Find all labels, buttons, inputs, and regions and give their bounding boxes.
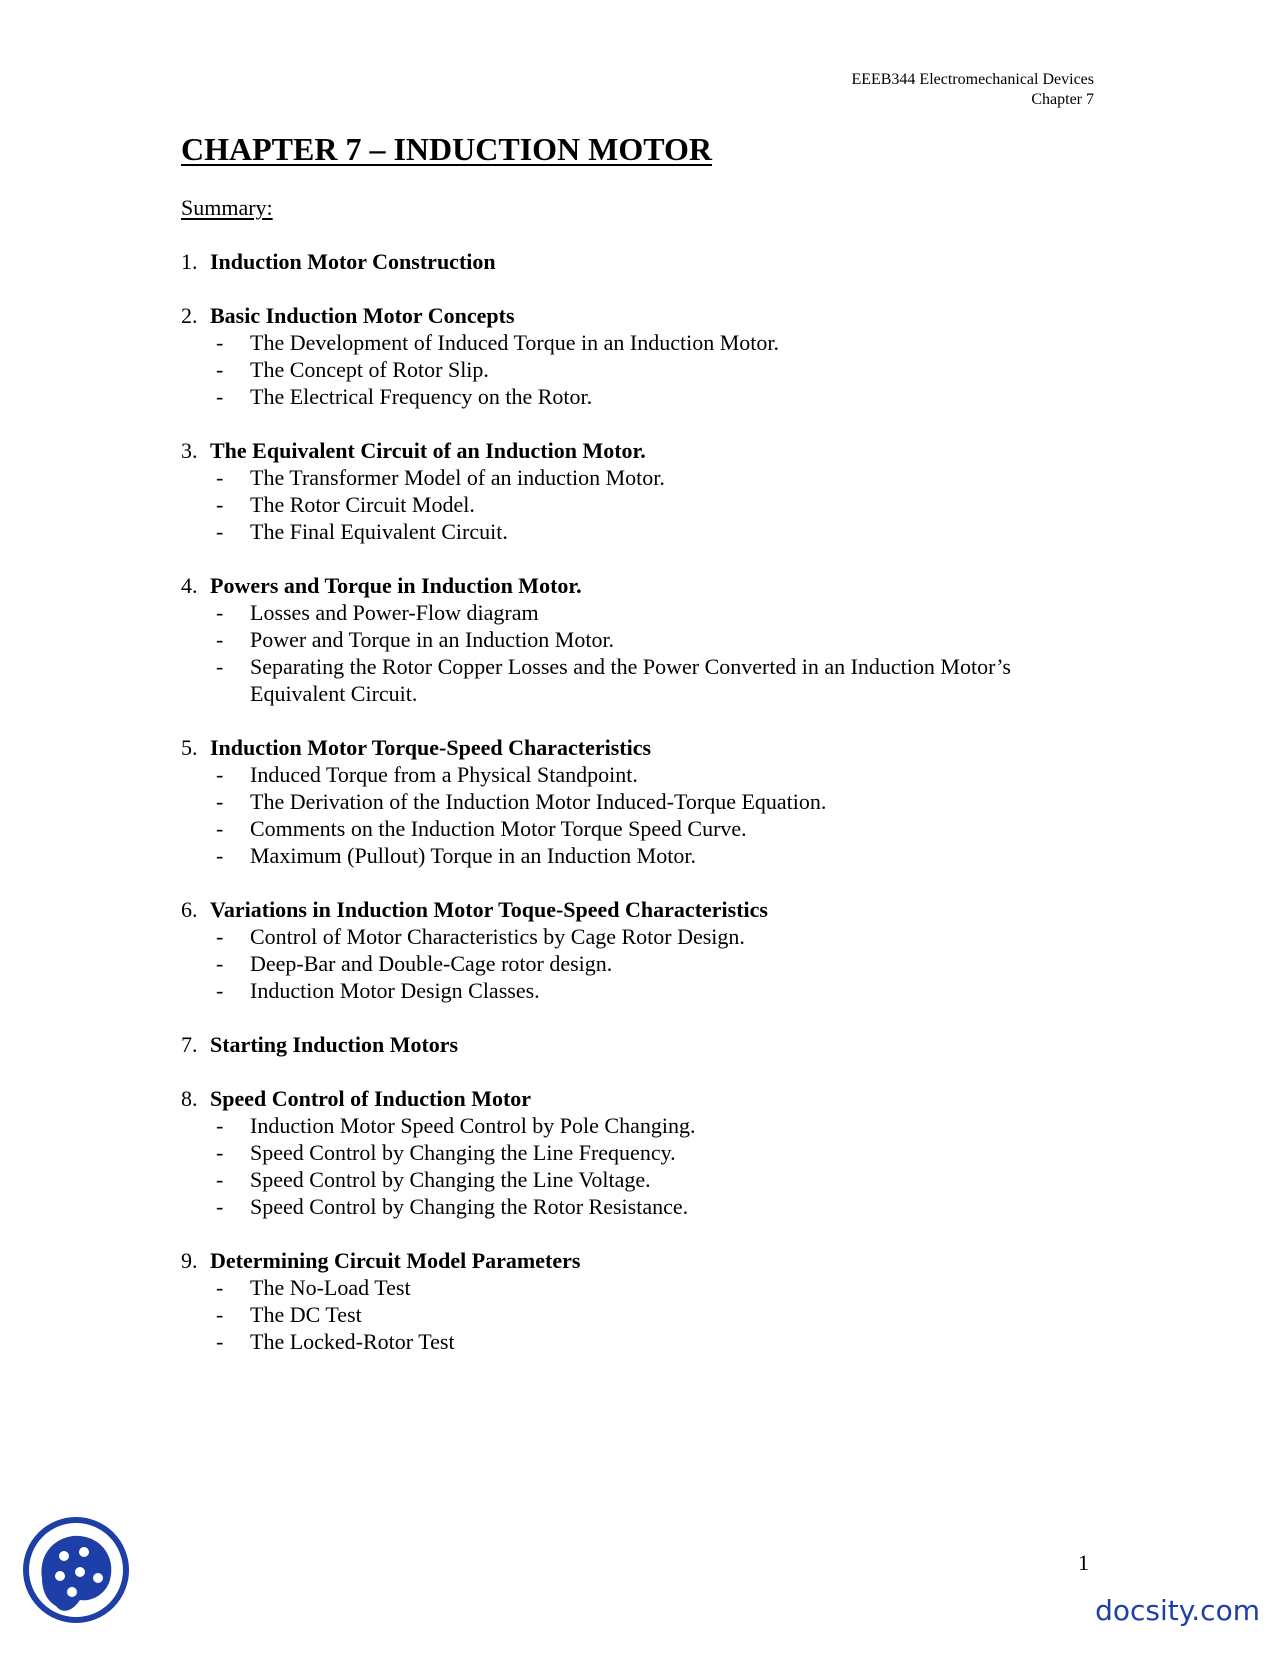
subtopic-list xyxy=(181,329,1101,410)
subtopic-text: The Electrical Frequency on the Rotor. xyxy=(250,384,593,409)
list-item xyxy=(181,1301,1101,1328)
subtopic-text: The Locked-Rotor Test xyxy=(250,1329,455,1354)
dash-bullet: - xyxy=(216,762,224,787)
section-title: Variations in Induction Motor Toque-Speed Characteristics xyxy=(210,897,768,922)
section-number: 2. xyxy=(181,303,198,328)
list-item xyxy=(181,653,1101,707)
subtopic-list xyxy=(181,464,1101,545)
section-heading xyxy=(181,734,1101,761)
subtopic-text: Comments on the Induction Motor Torque Speed Curve. xyxy=(250,816,747,841)
dash-bullet: - xyxy=(216,330,224,355)
dash-bullet: - xyxy=(216,951,224,976)
subtopic-text: Speed Control by Changing the Line Frequency. xyxy=(250,1140,676,1165)
section-number: 8. xyxy=(181,1086,198,1111)
list-item xyxy=(181,1193,1101,1220)
subtopic-text: Speed Control by Changing the Line Voltage. xyxy=(250,1167,651,1192)
subtopic-text: Losses and Power-Flow diagram xyxy=(250,600,539,625)
dash-bullet: - xyxy=(216,654,224,679)
list-item xyxy=(181,356,1101,383)
summary-section xyxy=(181,1085,1101,1220)
dash-bullet: - xyxy=(216,978,224,1003)
list-item xyxy=(181,383,1101,410)
summary-section xyxy=(181,896,1101,1004)
list-item xyxy=(181,1274,1101,1301)
subtopic-list xyxy=(181,923,1101,1004)
list-item xyxy=(181,1112,1101,1139)
section-heading xyxy=(181,1031,1101,1058)
list-item xyxy=(181,1139,1101,1166)
dash-bullet: - xyxy=(216,627,224,652)
list-item xyxy=(181,788,1101,815)
dash-bullet: - xyxy=(216,1113,224,1138)
subtopic-text: Maximum (Pullout) Torque in an Induction Motor. xyxy=(250,843,696,868)
list-item xyxy=(181,1328,1101,1355)
dash-bullet: - xyxy=(216,816,224,841)
section-heading xyxy=(181,248,1101,275)
list-item xyxy=(181,329,1101,356)
subtopic-list xyxy=(181,1274,1101,1355)
section-title: Starting Induction Motors xyxy=(210,1032,459,1057)
list-item xyxy=(181,491,1101,518)
subtopic-text: The Transformer Model of an induction Motor. xyxy=(250,465,665,490)
summary-list xyxy=(181,248,1101,1382)
dash-bullet: - xyxy=(216,1140,224,1165)
subtopic-text: The Derivation of the Induction Motor Induced-Torque Equation. xyxy=(250,789,827,814)
subtopic-list xyxy=(181,599,1101,707)
section-heading xyxy=(181,1085,1101,1112)
list-item xyxy=(181,626,1101,653)
list-item xyxy=(181,950,1101,977)
subtopic-text: Deep-Bar and Double-Cage rotor design. xyxy=(250,951,613,976)
course-name: EEEB344 Electromechanical Devices xyxy=(851,71,1094,88)
dash-bullet: - xyxy=(216,1302,224,1327)
subtopic-text: The DC Test xyxy=(250,1302,362,1327)
summary-section xyxy=(181,1247,1101,1355)
page-title: CHAPTER 7 – INDUCTION MOTOR xyxy=(181,131,712,167)
dash-bullet: - xyxy=(216,357,224,382)
subtopic-text: The Rotor Circuit Model. xyxy=(250,492,475,517)
chapter-label: Chapter 7 xyxy=(1031,91,1094,108)
dash-bullet: - xyxy=(216,600,224,625)
subtopic-text: The Concept of Rotor Slip. xyxy=(250,357,489,382)
subtopic-text: The No-Load Test xyxy=(250,1275,411,1300)
dash-bullet: - xyxy=(216,1167,224,1192)
dash-bullet: - xyxy=(216,789,224,814)
list-item xyxy=(181,923,1101,950)
section-title: Basic Induction Motor Concepts xyxy=(210,303,515,328)
section-number: 9. xyxy=(181,1248,198,1273)
subtopic-list xyxy=(181,1112,1101,1220)
section-number: 3. xyxy=(181,438,198,463)
dash-bullet: - xyxy=(216,1194,224,1219)
list-item xyxy=(181,977,1101,1004)
section-number: 5. xyxy=(181,735,198,760)
section-number: 6. xyxy=(181,897,198,922)
list-item xyxy=(181,761,1101,788)
section-number: 7. xyxy=(181,1032,198,1057)
docsity-watermark: docsity.com xyxy=(1095,1594,1260,1627)
dash-bullet: - xyxy=(216,843,224,868)
section-title: Determining Circuit Model Parameters xyxy=(210,1248,581,1273)
summary-section xyxy=(181,302,1101,410)
section-heading xyxy=(181,302,1101,329)
section-title: Induction Motor Torque-Speed Characteristics xyxy=(210,735,652,760)
list-item xyxy=(181,842,1101,869)
subtopic-text: The Final Equivalent Circuit. xyxy=(250,519,508,544)
section-heading xyxy=(181,437,1101,464)
subtopic-text: Separating the Rotor Copper Losses and the Power Converted in an Induction Motor’s Equivalent Circuit. xyxy=(250,654,1011,706)
page-number: 1 xyxy=(1078,1550,1089,1575)
dash-bullet: - xyxy=(216,492,224,517)
dash-bullet: - xyxy=(216,465,224,490)
dash-bullet: - xyxy=(216,519,224,544)
subtopic-text: Induction Motor Design Classes. xyxy=(250,978,540,1003)
docsity-logo-icon xyxy=(22,1516,130,1624)
summary-section xyxy=(181,248,1101,275)
subtopic-list xyxy=(181,761,1101,869)
summary-section xyxy=(181,734,1101,869)
list-item xyxy=(181,518,1101,545)
summary-section xyxy=(181,437,1101,545)
section-heading xyxy=(181,1247,1101,1274)
subtopic-text: Control of Motor Characteristics by Cage Rotor Design. xyxy=(250,924,745,949)
section-heading xyxy=(181,572,1101,599)
summary-label: Summary: xyxy=(181,195,273,220)
summary-section xyxy=(181,572,1101,707)
subtopic-text: The Development of Induced Torque in an Induction Motor. xyxy=(250,330,779,355)
list-item xyxy=(181,815,1101,842)
section-title: Induction Motor Construction xyxy=(210,249,496,274)
dash-bullet: - xyxy=(216,924,224,949)
section-title: Powers and Torque in Induction Motor. xyxy=(210,573,582,598)
dash-bullet: - xyxy=(216,1329,224,1354)
section-heading xyxy=(181,896,1101,923)
subtopic-text: Induced Torque from a Physical Standpoint. xyxy=(250,762,638,787)
section-number: 4. xyxy=(181,573,198,598)
dash-bullet: - xyxy=(216,1275,224,1300)
list-item xyxy=(181,464,1101,491)
page-header xyxy=(851,70,1094,110)
section-title: The Equivalent Circuit of an Induction Motor. xyxy=(210,438,646,463)
section-title: Speed Control of Induction Motor xyxy=(210,1086,532,1111)
subtopic-text: Power and Torque in an Induction Motor. xyxy=(250,627,615,652)
section-number: 1. xyxy=(181,249,198,274)
dash-bullet: - xyxy=(216,384,224,409)
summary-section xyxy=(181,1031,1101,1058)
subtopic-text: Induction Motor Speed Control by Pole Changing. xyxy=(250,1113,696,1138)
subtopic-text: Speed Control by Changing the Rotor Resistance. xyxy=(250,1194,689,1219)
list-item xyxy=(181,599,1101,626)
list-item xyxy=(181,1166,1101,1193)
